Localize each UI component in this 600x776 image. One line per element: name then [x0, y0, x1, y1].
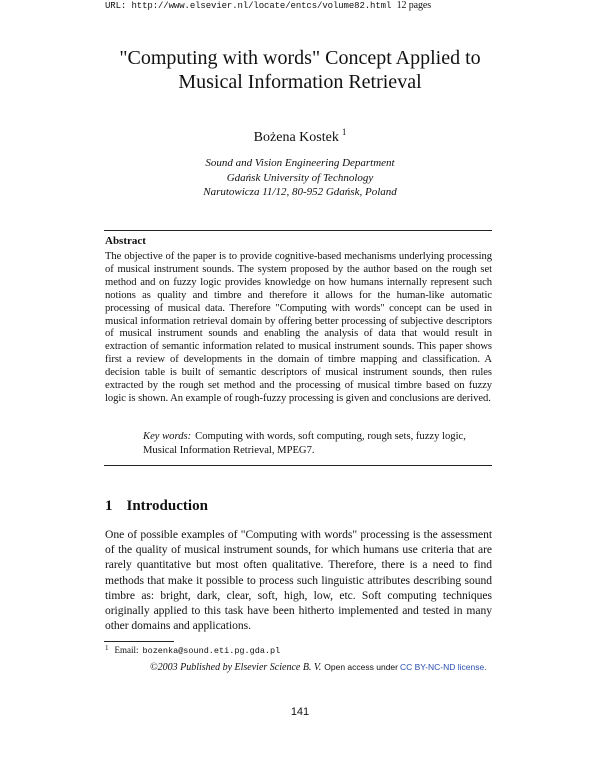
copyright-line: [150, 662, 487, 673]
open-access-text: Open access under: [324, 662, 398, 672]
source-url-line: [105, 0, 431, 11]
abstract-text: The objective of the paper is to provide cognitive-based mechanisms underlying processing of musical instrument sounds. The system proposed by the author based on the rough set method and on fuzzy logic provides knowledge on how humans internally represent such notions as quality and timbre and therefore it allows for the human-like automatic processing of musical data. Therefore "Computing with words" concept can be used in musical information retrieval domain by offering better processing of subjective descriptors of musical instrument sounds and enabling the analysis of data that would result in extraction of semantic information related to musical instrument sounds. This paper shows first a review of developments in the domain of timbre mapping and classification. A decision table is built of semantic descriptors of musical instrument sounds, then rules extracted by the rough set method and the processing of musical timbre based on fuzzy logic is shown. An example of rough-fuzzy processing is given and conclusions are derived.: [105, 251, 492, 404]
footnote: [105, 644, 280, 656]
author-name: Bożena Kostek: [253, 130, 339, 145]
source-url: URL: http://www.elsevier.nl/locate/entcs/volume82.html: [105, 1, 392, 11]
copyright-text: ©2003 Published by Elsevier Science B. V.: [150, 662, 322, 673]
keywords: [143, 430, 492, 457]
paper-title: [100, 46, 500, 94]
section-title: Introduction: [126, 498, 208, 514]
affiliation-line-3: Narutowicza 11/12, 80-952 Gdańsk, Poland: [203, 186, 397, 198]
page-number: 141: [290, 706, 310, 718]
author-footnote-mark: 1: [341, 127, 347, 137]
keywords-label: Key words:: [143, 431, 192, 442]
footnote-rule: [104, 641, 174, 642]
abstract-top-rule: [104, 230, 492, 231]
abstract-heading: Abstract: [105, 235, 146, 247]
page-count: 12 pages: [396, 0, 432, 11]
affiliation-line-2: Gdańsk University of Technology: [226, 171, 374, 184]
title-line-1: "Computing with words" Concept Applied to: [119, 47, 481, 69]
abstract-bottom-rule: [104, 465, 492, 466]
footnote-mark: 1: [105, 644, 109, 652]
author: [150, 127, 450, 146]
section-number: 1: [105, 498, 113, 514]
keywords-text: Computing with words, soft computing, rough sets, fuzzy logic, Musical Information Retrieval, MPEG7.: [143, 431, 466, 456]
footnote-email-label: Email:: [114, 645, 139, 655]
affiliation: [130, 156, 470, 200]
section-heading: [105, 498, 208, 515]
footnote-email-address: bozenka@sound.eti.pg.gda.pl: [142, 646, 281, 656]
license-link[interactable]: CC BY-NC-ND license.: [399, 662, 487, 672]
affiliation-line-1: Sound and Vision Engineering Department: [205, 157, 395, 169]
section-text: One of possible examples of "Computing with words" processing is the assessment of the quality of musical instrument sounds, for which humans use criteria that are rarely quantitative but most often qualitative. Therefore, there is a need to find methods that make it possible to process such linguistic attributes describing sound timbre as: bright, dark, clear, soft, high, low, etc. Soft computing techniques originally applied to this task have been hitherto implemented and tested in many other domains and applications.: [105, 528, 492, 633]
title-line-2: Musical Information Retrieval: [178, 71, 422, 93]
